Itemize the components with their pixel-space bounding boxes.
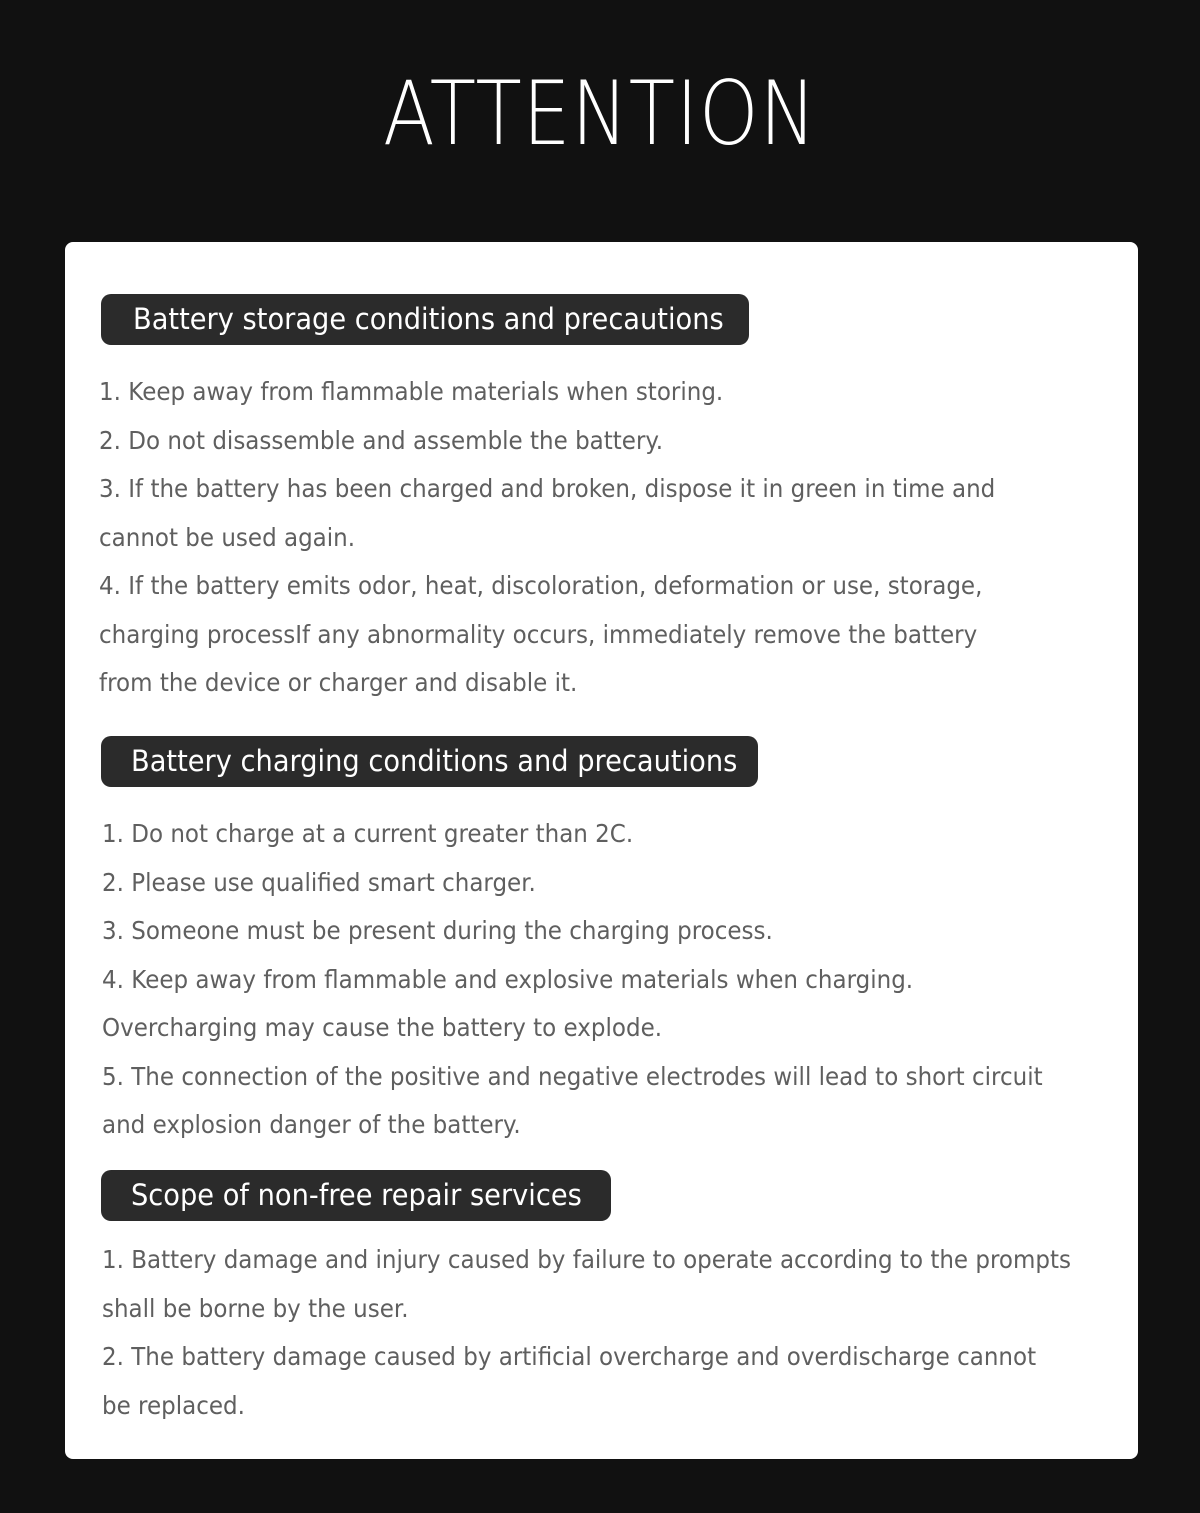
section-heading-repair-scope-label: Scope of non-free repair services <box>131 1178 582 1212</box>
section-heading-charging-label: Battery charging conditions and precautions <box>131 744 738 778</box>
list-item: cannot be used again. <box>99 522 356 552</box>
list-item: 2. Do not disassemble and assemble the battery. <box>99 425 664 455</box>
storage-precautions-list <box>99 368 1119 708</box>
list-item: 1. Do not charge at a current greater than 2C. <box>102 819 634 848</box>
page-title: ATTENTION <box>383 62 817 165</box>
list-item: 1. Battery damage and injury caused by failure to operate according to the prompts <box>102 1245 1072 1274</box>
list-item: 4. If the battery emits odor, heat, discoloration, deformation or use, storage, <box>99 571 983 600</box>
list-item: 1. Keep away from flammable materials when storing. <box>99 377 724 406</box>
list-item: 4. Keep away from flammable and explosive materials when charging. <box>102 964 914 994</box>
list-item: be replaced. <box>102 1390 245 1420</box>
section-heading-charging <box>101 736 758 787</box>
section-heading-storage-label: Battery storage conditions and precautions <box>133 302 724 336</box>
list-item: shall be borne by the user. <box>102 1293 409 1323</box>
list-item: Overcharging may cause the battery to explode. <box>102 1013 663 1042</box>
section-heading-storage <box>101 294 749 345</box>
charging-precautions-list <box>102 810 1122 1150</box>
section-heading-repair-scope <box>101 1170 611 1221</box>
list-item: 2. Please use qualified smart charger. <box>102 867 536 897</box>
list-item: 5. The connection of the positive and negative electrodes will lead to short circuit <box>102 1061 1043 1091</box>
content-card <box>65 242 1138 1459</box>
list-item: 3. If the battery has been charged and broken, dispose it in green in time and <box>99 474 996 503</box>
list-item: charging processIf any abnormality occurs, immediately remove the battery <box>99 619 978 649</box>
list-item: and explosion danger of the battery. <box>102 1110 521 1139</box>
list-item: 2. The battery damage caused by artificial overcharge and overdischarge cannot <box>102 1342 1037 1371</box>
list-item: 3. Someone must be present during the charging process. <box>102 916 773 945</box>
repair-scope-list <box>102 1236 1122 1430</box>
list-item: from the device or charger and disable it. <box>99 668 578 697</box>
